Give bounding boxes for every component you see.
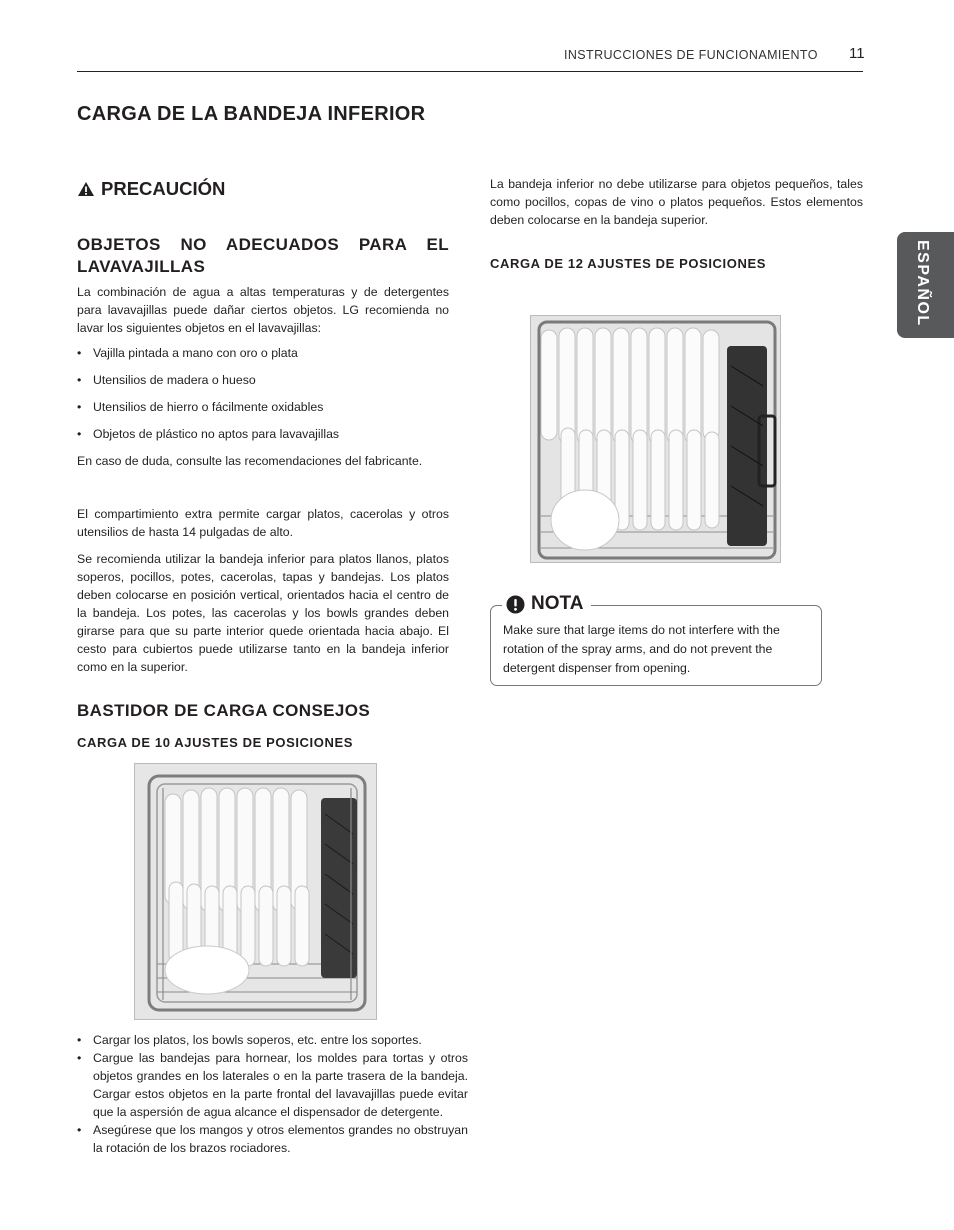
header-divider <box>77 71 863 72</box>
language-tab <box>897 232 954 338</box>
exclamation-circle-icon <box>506 595 525 614</box>
note-heading <box>502 593 591 615</box>
body-paragraph-2: Se recomienda utilizar la bandeja inferior para platos llanos, platos soperos, pocillos, potes, cacerolas, tapas y bandejas. Los platos deben colocarse en posición vertical, orientados hacia el centro de la bandeja. Los potes, las cacerolas y los bowls grandes deben girarse para que su parte interior quede orientada hacia abajo. El cesto para cubiertos puede utilizarse tanto en la bandeja inferior como en la superior. <box>77 552 449 674</box>
caution-label: PRECAUCIÓN <box>101 178 226 199</box>
rack-12-settings-photo <box>530 315 781 563</box>
unsuitable-heading <box>77 234 449 278</box>
list-item: • Asegúrese que los mangos y otros elementos grandes no obstruyan la rotación de los brazos rociadores. <box>77 1121 468 1157</box>
list-item: • Utensilios de hierro o fácilmente oxidables <box>77 398 449 416</box>
body-paragraph-1: El compartimiento extra permite cargar platos, cacerolas y otros utensilios de hasta 14 pulgadas de alto. <box>77 507 449 539</box>
language-tab-label: ESPAÑOL <box>914 240 931 327</box>
unsuitable-heading-text: OBJETOS NO ADECUADOS PARA EL LAVAVAJILLAS <box>77 235 449 276</box>
list-item: • Cargar los platos, los bowls soperos, etc. entre los soportes. <box>77 1031 468 1049</box>
right-paragraph: La bandeja inferior no debe utilizarse para objetos pequeños, tales como pocillos, copas de vino o platos pequeños. Estos elementos deben colocarse en la bandeja superior. <box>490 177 863 227</box>
header-section-title: INSTRUCCIONES DE FUNCIONAMIENTO <box>564 48 818 62</box>
caution-heading <box>77 178 225 200</box>
twelve-settings-heading: CARGA DE 12 AJUSTES DE POSICIONES <box>490 256 767 271</box>
rack-tips-heading: BASTIDOR DE CARGA CONSEJOS <box>77 701 371 720</box>
rack-10-settings-photo <box>134 763 377 1020</box>
list-item: • Objetos de plástico no aptos para lavavajillas <box>77 425 449 443</box>
page-number: 11 <box>849 45 865 62</box>
list-item: • Cargue las bandejas para hornear, los moldes para tortas y otros objetos grandes en los laterales o en la parte trasera de la bandeja. Cargar estos objetos en la parte frontal del lavavajillas puede evitar que la aspersión de agua alcance el dispensador de detergente. <box>77 1049 468 1121</box>
ten-settings-heading: CARGA DE 10 AJUSTES DE POSICIONES <box>77 735 354 750</box>
note-text: Make sure that large items do not interfere with the rotation of the spray arms, and do not prevent the detergent dispenser from opening. <box>503 623 780 675</box>
list-item: • Vajilla pintada a mano con oro o plata <box>77 344 449 362</box>
unsuitable-list <box>77 344 449 443</box>
list-item: • Utensilios de madera o hueso <box>77 371 449 389</box>
note-label: NOTA <box>531 593 584 614</box>
rack-tips-list <box>77 1031 468 1157</box>
unsuitable-intro: La combinación de agua a altas temperaturas y de detergentes para lavavajillas puede dañar ciertos objetos. LG recomienda no lavar los siguientes objetos en el lavavajillas: <box>77 285 449 335</box>
unsuitable-outro: En caso de duda, consulte las recomendaciones del fabricante. <box>77 454 423 468</box>
warning-triangle-icon <box>77 181 95 197</box>
page-title: CARGA DE LA BANDEJA INFERIOR <box>77 103 426 125</box>
